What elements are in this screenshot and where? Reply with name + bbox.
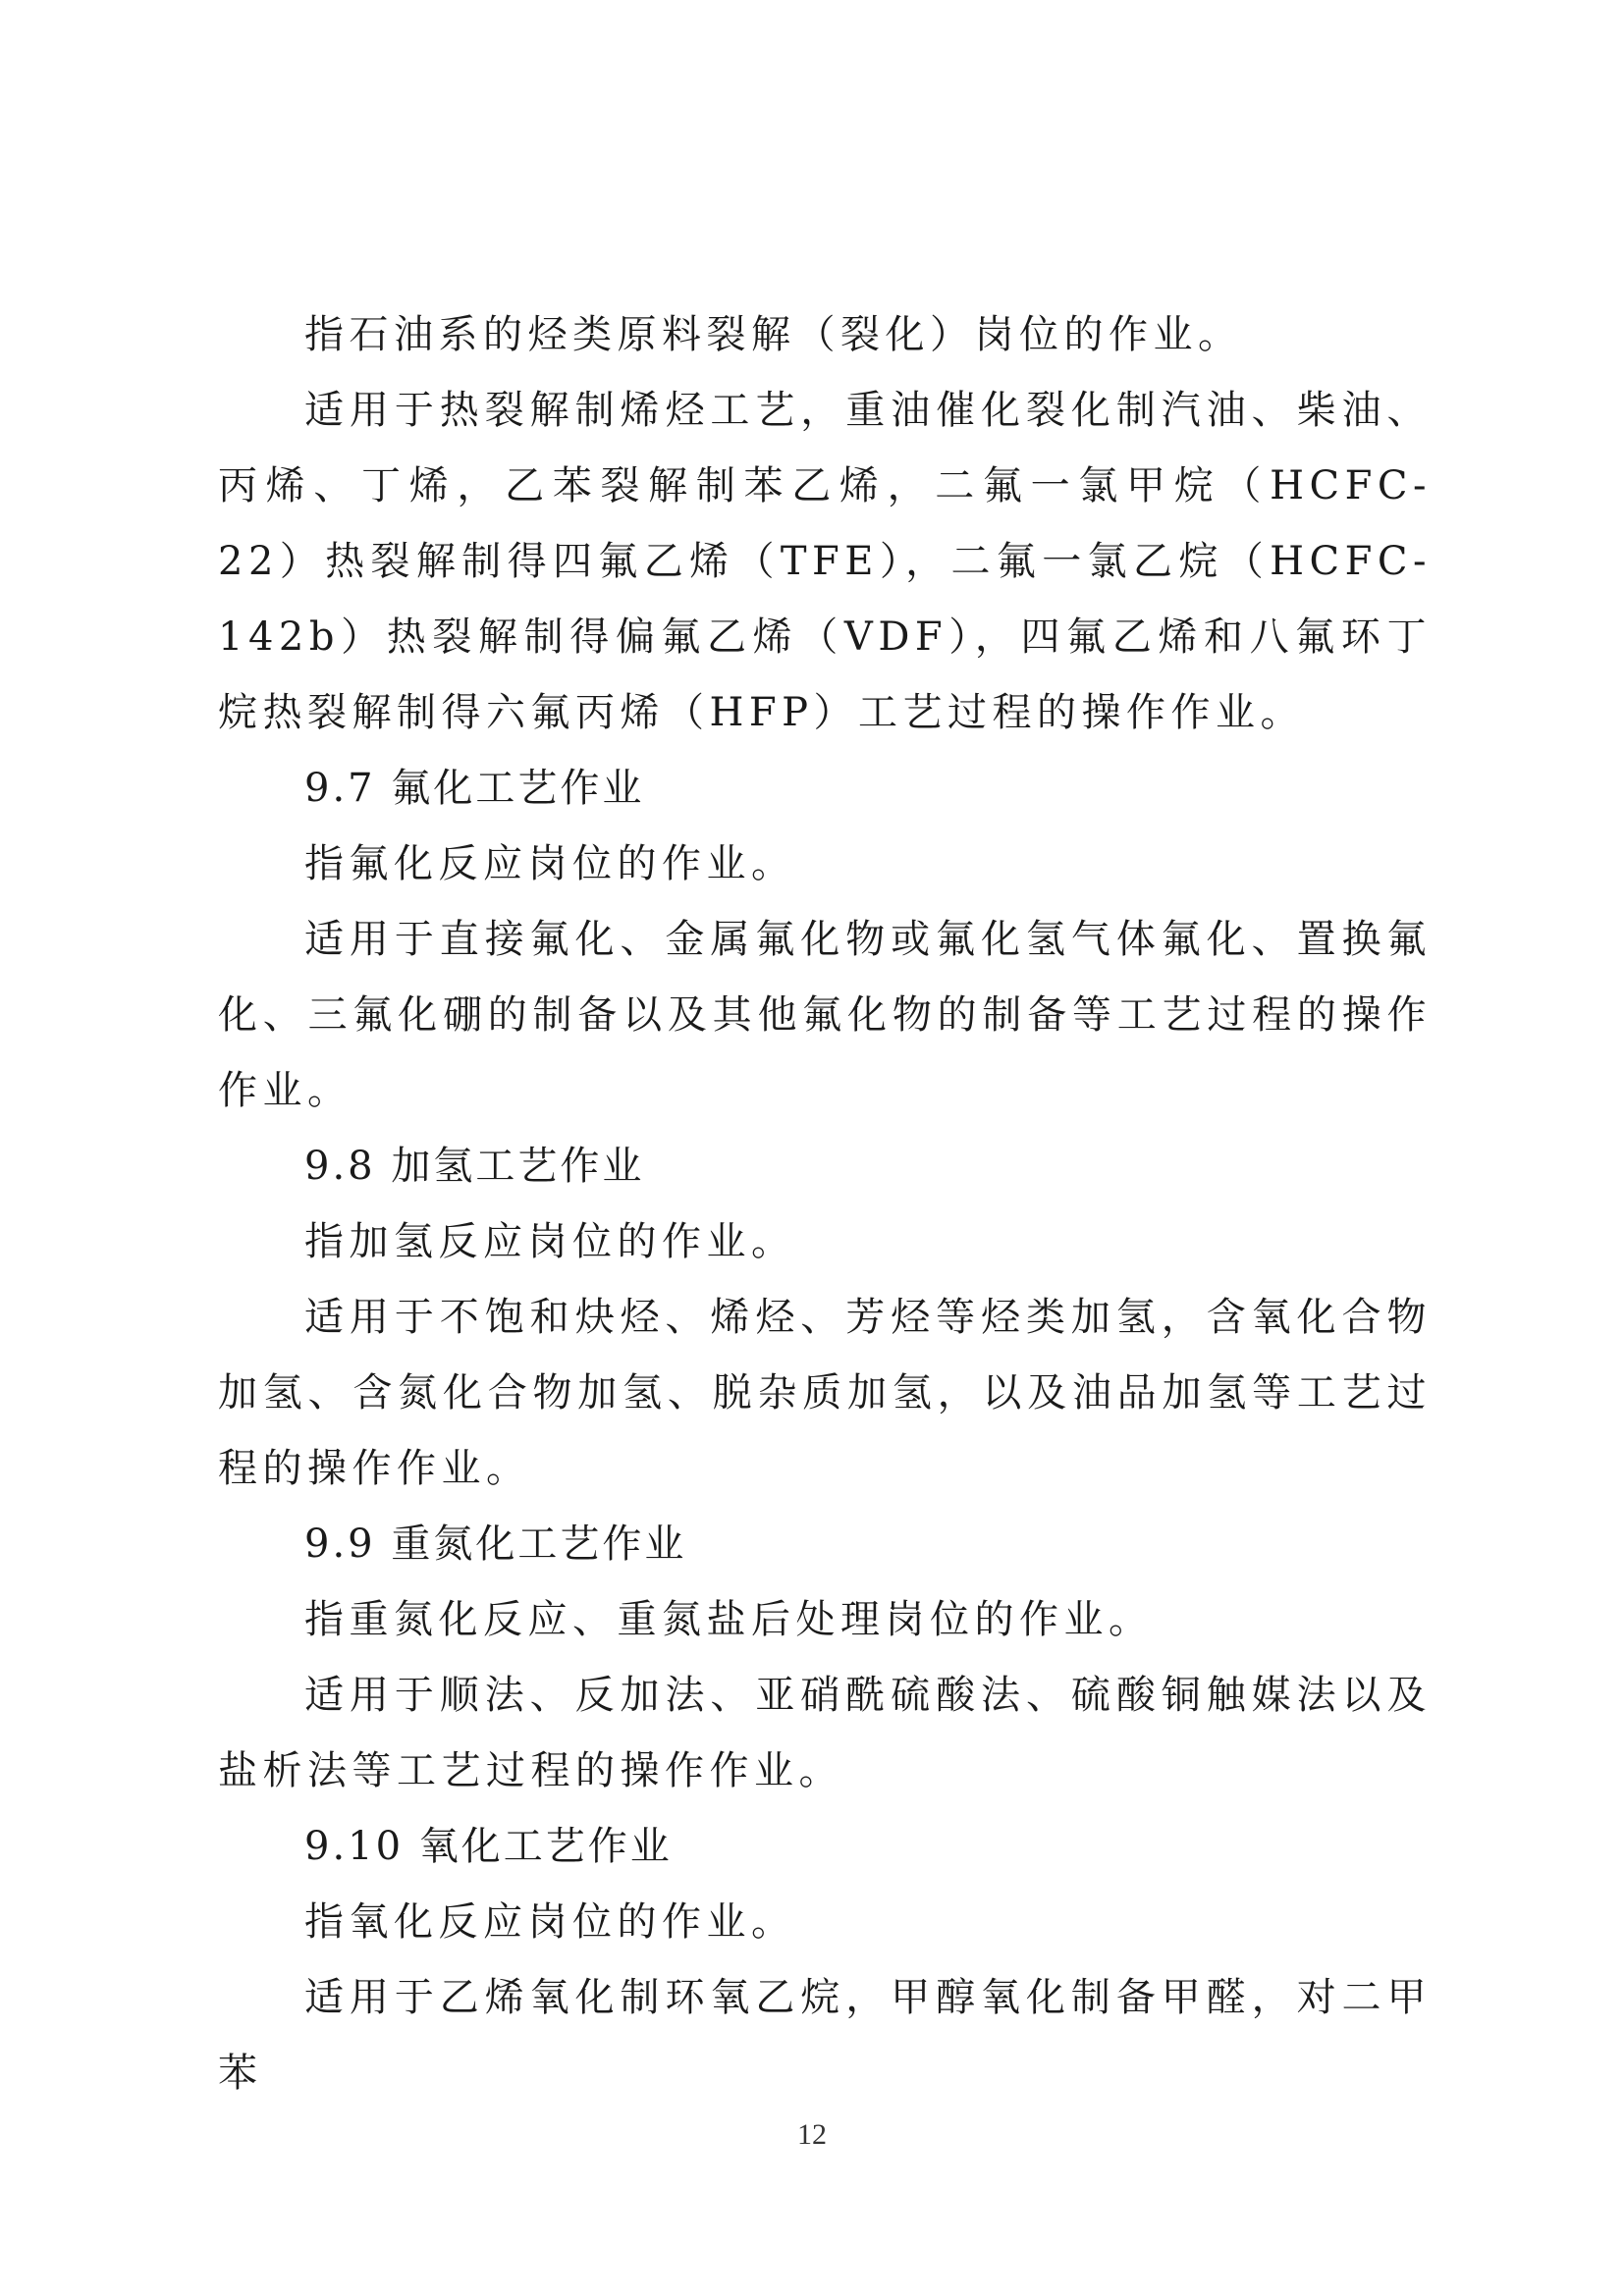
paragraph-hydrogenation-definition: 指加氢反应岗位的作业。 (304, 1219, 796, 1264)
paragraph-oxidation-definition: 指氧化反应岗位的作业。 (304, 1899, 796, 1945)
paragraph-hydrogenation-scope: 适用于不饱和炔烃、烯烃、芳烃等烃类加氢，含氧化合物加氢、含氮化合物加氢、脱杂质加氢，以及油品加氢等工艺过程的操作作业。 (218, 1295, 1432, 1491)
section-heading-9-7: 9.7 氟化工艺作业 (304, 766, 645, 811)
page-number: 12 (797, 2118, 827, 2151)
paragraph-oxidation-scope: 适用于乙烯氧化制环氧乙烷，甲醇氧化制备甲醛，对二甲苯 (218, 1975, 1432, 2096)
paragraph-fluorination-scope: 适用于直接氟化、金属氟化物或氟化氢气体氟化、置换氟化、三氟化硼的制备以及其他氟化物的制备等工艺过程的操作作业。 (218, 917, 1432, 1113)
paragraph-diazotization-scope: 适用于顺法、反加法、亚硝酰硫酸法、硫酸铜触媒法以及盐析法等工艺过程的操作作业。 (218, 1673, 1432, 1793)
paragraph-cracking-scope: 适用于热裂解制烯烃工艺，重油催化裂化制汽油、柴油、丙烯、丁烯，乙苯裂解制苯乙烯，二氟一氯甲烷（HCFC-22）热裂解制得四氟乙烯（TFE），二氟一氯乙烷（HCFC-142b）热裂解制得偏氟乙烯（VDF），四氟乙烯和八氟环丁烷热裂解制得六氟丙烯（HFP）工艺过程的操作作业。 (218, 388, 1432, 735)
section-heading-9-9: 9.9 重氮化工艺作业 (304, 1522, 687, 1567)
section-heading-9-8: 9.8 加氢工艺作业 (304, 1144, 645, 1189)
paragraph-cracking-definition: 指石油系的烃类原料裂解（裂化）岗位的作业。 (304, 312, 1243, 357)
paragraph-fluorination-definition: 指氟化反应岗位的作业。 (304, 841, 796, 886)
paragraph-diazotization-definition: 指重氮化反应、重氮盐后处理岗位的作业。 (304, 1597, 1154, 1642)
body-text (218, 297, 1432, 2111)
section-heading-9-10: 9.10 氧化工艺作业 (304, 1824, 673, 1869)
